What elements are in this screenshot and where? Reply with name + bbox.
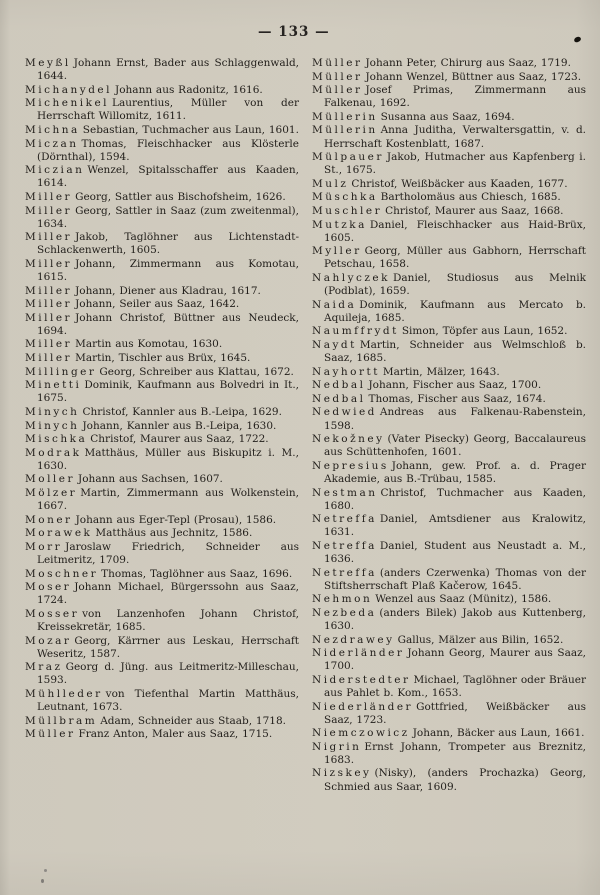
register-entry xyxy=(312,406,586,432)
entry-surname: Miller xyxy=(25,190,73,203)
entry-surname: Nehmon xyxy=(312,593,373,606)
entry-surname: Muschler xyxy=(312,205,383,218)
register-entry xyxy=(312,487,586,513)
entry-text: Anna Juditha, Verwaltersgattin, v. d. Herrschaft Kostenblatt, 1687. xyxy=(324,124,586,150)
entry-surname: Mölzer xyxy=(25,487,78,499)
entry-text: Martin, Schneider aus Welmschloß b. Saaz, 1685. xyxy=(324,338,586,365)
entry-surname: Müller xyxy=(25,728,76,741)
entry-text: Susanna aus Saaz, 1694. xyxy=(380,110,515,123)
entry-surname: Müllerin xyxy=(312,124,378,137)
register-entry xyxy=(25,285,299,298)
register-entry xyxy=(25,715,299,728)
entry-text: (anders Bilek) Jakob aus Kuttenberg, 1630. xyxy=(324,606,586,632)
entry-surname: Niderstedter xyxy=(312,673,411,686)
entry-text: Johann Michael, Bürgerssohn aus Saaz, 1724. xyxy=(37,581,299,607)
entry-surname: Miller xyxy=(25,204,73,217)
register-entry xyxy=(312,540,586,566)
entry-text: Daniel, Studiosus aus Melnik (Podblat), 1659. xyxy=(324,272,586,298)
entry-text: Martin, Mälzer, 1643. xyxy=(382,365,500,378)
entry-text: Jaroslaw Friedrich, Schneider aus Leitmeritz, 1709. xyxy=(37,540,299,566)
register-entry xyxy=(312,366,586,379)
entry-text: Christof, Kannler aus B.-Leipa, 1629. xyxy=(82,405,282,418)
register-columns xyxy=(25,57,586,794)
entry-text: Simon, Töpfer aus Laun, 1652. xyxy=(401,325,568,338)
register-entry xyxy=(25,487,299,513)
register-entry xyxy=(312,767,586,793)
entry-surname: Mülpauer xyxy=(312,151,384,164)
entry-text: Georg d. Jüng. aus Leitmeritz-Milleschau, 1593. xyxy=(37,661,299,687)
entry-surname: Nahlyczek xyxy=(312,272,390,284)
register-entry xyxy=(312,178,586,191)
register-entry xyxy=(312,339,586,365)
register-entry xyxy=(312,647,586,673)
entry-surname: Minych xyxy=(25,405,80,418)
entry-surname: Niemczowicz xyxy=(312,727,410,740)
entry-text: (anders Czerwenka) Thomas von der Stiftsherrschaft Plaß Kačerow, 1645. xyxy=(324,566,586,592)
register-entry xyxy=(25,568,299,581)
entry-text: Christof, Maurer aus Saaz, 1668. xyxy=(385,205,564,218)
entry-surname: Moschner xyxy=(25,567,99,580)
entry-text: Johann, Seiler aus Saaz, 1642. xyxy=(75,298,240,311)
entry-text: Christof, Weißbäcker aus Kaaden, 1677. xyxy=(351,177,568,190)
register-entry xyxy=(25,164,299,190)
register-entry xyxy=(312,741,586,767)
register-entry xyxy=(25,258,299,284)
register-entry xyxy=(312,57,586,70)
entry-text: Johann Wenzel, Büttner aus Saaz, 1723. xyxy=(365,70,582,83)
entry-text: von Lanzenhofen Johann Christof, Kreissekretär, 1685. xyxy=(37,607,299,633)
register-entry xyxy=(312,607,586,633)
register-entry xyxy=(25,661,299,687)
entry-surname: Nepresius xyxy=(312,459,389,472)
entry-surname: Millinger xyxy=(25,365,97,378)
register-entry xyxy=(312,325,586,338)
entry-text: Gottfried, Weißbäcker aus Saaz, 1723. xyxy=(324,700,586,726)
entry-surname: Morawek xyxy=(25,527,93,540)
entry-text: Daniel, Fleischhacker aus Haid-Brüx, 1605. xyxy=(324,218,586,244)
entry-text: Josef Primas, Zimmermann aus Falkenau, 1692. xyxy=(324,84,586,110)
entry-surname: Niederländer xyxy=(312,700,414,713)
entry-surname: Moner xyxy=(25,513,73,526)
entry-surname: Minych xyxy=(25,419,80,432)
register-entry xyxy=(25,447,299,473)
entry-text: Johann, Kannler aus B.-Leipa, 1630. xyxy=(82,419,277,432)
entry-text: Johann aus Radonitz, 1616. xyxy=(115,83,263,96)
entry-surname: Nedwied xyxy=(312,406,377,419)
register-entry xyxy=(312,379,586,392)
entry-surname: Michanydel xyxy=(25,83,113,96)
entry-surname: Müllbram xyxy=(25,714,98,727)
register-entry xyxy=(312,219,586,245)
entry-surname: Meyßl xyxy=(25,57,71,69)
register-entry xyxy=(25,352,299,365)
entry-surname: Nestman xyxy=(312,486,378,499)
register-entry xyxy=(312,701,586,727)
register-entry xyxy=(25,84,299,97)
entry-text: Wenzel aus Saaz (Münitz), 1586. xyxy=(375,593,552,606)
entry-surname: Netreffa xyxy=(312,513,377,526)
entry-surname: Müllerin xyxy=(312,110,378,123)
entry-surname: Niderländer xyxy=(312,647,405,660)
register-entry xyxy=(312,433,586,459)
entry-text: Georg, Sattler aus Bischofsheim, 1626. xyxy=(75,190,286,203)
register-entry xyxy=(312,151,586,177)
entry-surname: Miczian xyxy=(25,164,85,177)
entry-surname: Mühlleder xyxy=(25,687,103,700)
entry-text: Andreas aus Falkenau-Rabenstein, 1598. xyxy=(324,406,586,432)
register-entry xyxy=(312,593,586,606)
entry-text: Jakob, Hutmacher aus Kapfenberg i. St., 1675. xyxy=(324,151,586,177)
register-entry xyxy=(312,205,586,218)
register-entry xyxy=(312,299,586,325)
entry-text: Christof, Maurer aus Saaz, 1722. xyxy=(90,433,269,446)
entry-surname: Müller xyxy=(312,57,363,69)
register-entry xyxy=(312,245,586,271)
register-entry xyxy=(25,635,299,661)
entry-surname: Nedbal xyxy=(312,379,366,392)
register-entry xyxy=(312,634,586,647)
entry-text: Thomas, Taglöhner aus Saaz, 1696. xyxy=(101,567,293,580)
entry-surname: Müller xyxy=(312,70,363,83)
entry-surname: Müschka xyxy=(312,191,378,204)
register-entry xyxy=(25,473,299,486)
register-entry xyxy=(25,688,299,714)
entry-text: Matthäus aus Jechnitz, 1586. xyxy=(95,527,253,540)
left-column xyxy=(25,57,299,794)
entry-text: Martin, Zimmermann aus Wolkenstein, 1667. xyxy=(37,487,299,513)
entry-surname: Moller xyxy=(25,473,76,486)
entry-surname: Miller xyxy=(25,231,73,244)
entry-text: Georg, Schreiber aus Klattau, 1672. xyxy=(99,365,294,378)
entry-text: Dominik, Kaufmann aus Bolvedri in It., 1675. xyxy=(37,379,299,405)
entry-surname: Miller xyxy=(25,338,73,351)
register-entry xyxy=(25,191,299,204)
entry-text: Daniel, Student aus Neustadt a. M., 1636. xyxy=(324,539,586,565)
register-entry xyxy=(25,527,299,540)
entry-text: Johann, Diener aus Kladrau, 1617. xyxy=(75,284,261,297)
register-entry xyxy=(25,406,299,419)
register-entry xyxy=(25,124,299,137)
entry-surname: Miller xyxy=(25,284,73,297)
entry-surname: Michna xyxy=(25,123,80,136)
entry-text: Johann Peter, Chirurg aus Saaz, 1719. xyxy=(365,57,571,69)
entry-text: Johann Ernst, Bader aus Schlaggenwald, 1644. xyxy=(37,57,299,83)
entry-text: Johann Christof, Büttner aus Neudeck, 1694. xyxy=(37,311,299,337)
entry-surname: Müller xyxy=(312,84,363,97)
ink-speck xyxy=(573,36,581,43)
entry-text: Jakob, Taglöhner aus Lichtenstadt-Schlackenwerth, 1605. xyxy=(37,231,299,257)
register-entry xyxy=(312,71,586,84)
entry-surname: Nigrin xyxy=(312,740,362,753)
entry-surname: Mischka xyxy=(25,433,88,446)
register-entry xyxy=(312,393,586,406)
entry-surname: Miczan xyxy=(25,137,79,150)
register-entry xyxy=(25,420,299,433)
entry-surname: Netreffa xyxy=(312,566,377,579)
register-entry xyxy=(312,84,586,110)
entry-surname: Nayhortt xyxy=(312,365,380,378)
entry-text: Johann aus Sachsen, 1607. xyxy=(78,473,223,486)
page-number: — 133 — xyxy=(258,24,330,40)
entry-surname: Naydt xyxy=(312,338,357,351)
entry-surname: Mulz xyxy=(312,177,349,190)
register-entry xyxy=(25,433,299,446)
register-entry xyxy=(312,124,586,150)
entry-text: Johann, gew. Prof. a. d. Prager Akademie, aus B.-Trübau, 1585. xyxy=(324,459,586,485)
register-entry xyxy=(25,581,299,607)
entry-text: Georg, Müller aus Gabhorn, Herrschaft Petschau, 1658. xyxy=(324,245,586,271)
entry-text: Franz Anton, Maler aus Saaz, 1715. xyxy=(78,728,273,741)
entry-text: Johann, Zimmermann aus Komotau, 1615. xyxy=(37,257,299,283)
entry-surname: Mraz xyxy=(25,661,63,674)
register-entry xyxy=(312,513,586,539)
register-entry xyxy=(25,608,299,634)
entry-surname: Moser xyxy=(25,581,72,594)
entry-surname: Miller xyxy=(25,352,73,365)
entry-surname: Nezdrawey xyxy=(312,633,395,646)
entry-surname: Myller xyxy=(312,245,362,258)
entry-text: Matthäus, Müller aus Biskupitz i. M., 1630. xyxy=(37,446,299,472)
entry-text: (Vater Pisecky) Georg, Baccalaureus aus Schüttenhofen, 1601. xyxy=(324,433,586,459)
entry-surname: Nezbeda xyxy=(312,606,377,619)
entry-surname: Naumffrydt xyxy=(312,325,399,338)
register-entry xyxy=(25,138,299,164)
entry-surname: Modrak xyxy=(25,446,82,459)
entry-text: Laurentius, Müller von der Herrschaft Willomitz, 1611. xyxy=(37,97,299,123)
entry-text: Johann Georg, Maurer aus Saaz, 1700. xyxy=(324,647,586,673)
entry-surname: Nedbal xyxy=(312,392,366,405)
entry-text: Michael, Taglöhner oder Bräuer aus Pahlet b. Kom., 1653. xyxy=(324,673,586,699)
entry-text: (Nisky), (anders Prochazka) Georg, Schmied aus Saar, 1609. xyxy=(324,767,586,793)
register-entry xyxy=(25,514,299,527)
register-entry xyxy=(25,338,299,351)
entry-text: von Tiefenthal Martin Matthäus, Leutnant, 1673. xyxy=(37,687,299,713)
entry-surname: Morr xyxy=(25,540,63,553)
entry-surname: Mosser xyxy=(25,607,80,620)
register-entry xyxy=(312,727,586,740)
register-entry xyxy=(312,567,586,593)
register-entry xyxy=(312,111,586,124)
entry-text: Johann, Bäcker aus Laun, 1661. xyxy=(412,727,585,740)
entry-surname: Mozar xyxy=(25,634,72,647)
entry-text: Johann aus Eger-Tepl (Prosau), 1586. xyxy=(75,513,277,526)
entry-surname: Minetti xyxy=(25,379,82,392)
entry-text: Thomas, Fischer aus Saaz, 1674. xyxy=(368,392,546,405)
entry-surname: Miller xyxy=(25,298,73,311)
register-entry xyxy=(25,312,299,338)
entry-text: Wenzel, Spitalsschaffer aus Kaaden, 1614. xyxy=(37,164,299,190)
entry-text: Thomas, Fleischhacker aus Klösterle (Dörnthal), 1594. xyxy=(37,137,299,163)
register-entry xyxy=(312,272,586,298)
register-entry xyxy=(25,231,299,257)
entry-text: Bartholomäus aus Chiesch, 1685. xyxy=(380,191,561,204)
register-entry xyxy=(312,460,586,486)
register-entry xyxy=(25,541,299,567)
register-entry xyxy=(25,205,299,231)
entry-text: Sebastian, Tuchmacher aus Laun, 1601. xyxy=(82,123,299,136)
entry-text: Martin, Tischler aus Brüx, 1645. xyxy=(75,352,251,365)
register-entry xyxy=(25,97,299,123)
entry-text: Ernst Johann, Trompeter aus Breznitz, 1683. xyxy=(324,740,586,766)
scan-artifact xyxy=(41,879,44,883)
register-entry xyxy=(25,379,299,405)
entry-text: Georg, Kärrner aus Leskau, Herrschaft Weseritz, 1587. xyxy=(37,634,299,660)
entry-surname: Mutzka xyxy=(312,218,367,231)
entry-text: Adam, Schneider aus Staab, 1718. xyxy=(100,714,286,727)
entry-text: Johann, Fischer aus Saaz, 1700. xyxy=(368,379,542,392)
register-entry xyxy=(25,57,299,83)
entry-surname: Michenikel xyxy=(25,97,110,110)
register-entry xyxy=(25,728,299,741)
right-column xyxy=(312,57,586,794)
entry-text: Georg, Sattler in Saaz (zum zweitenmal), 1634. xyxy=(37,204,299,230)
entry-text: Martin aus Komotau, 1630. xyxy=(75,338,223,351)
entry-text: Gallus, Mälzer aus Bilin, 1652. xyxy=(397,633,564,646)
entry-surname: Miller xyxy=(25,311,73,324)
entry-surname: Nizskey xyxy=(312,767,372,780)
entry-surname: Nekožney xyxy=(312,433,385,446)
register-entry xyxy=(25,366,299,379)
register-entry xyxy=(312,191,586,204)
register-entry xyxy=(25,298,299,311)
scan-artifact xyxy=(44,869,47,872)
entry-surname: Naida xyxy=(312,298,357,311)
entry-surname: Miller xyxy=(25,257,73,270)
entry-surname: Netreffa xyxy=(312,539,377,552)
register-entry xyxy=(312,674,586,700)
entry-text: Christof, Tuchmacher aus Kaaden, 1680. xyxy=(324,486,586,512)
entry-text: Daniel, Amtsdiener aus Kralowitz, 1631. xyxy=(324,513,586,539)
entry-text: Dominik, Kaufmann aus Mercato b. Aquileja, 1685. xyxy=(324,298,586,324)
